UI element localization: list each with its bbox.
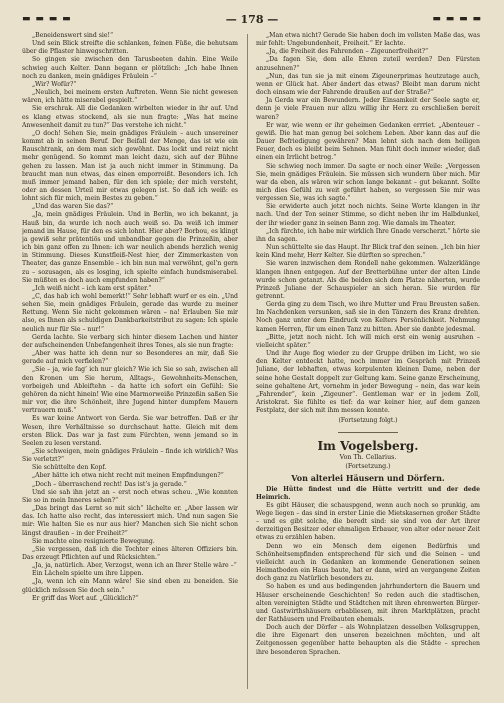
paragraph: Sie erwiderte auch jetzt noch nichts. Seine Worte klangen in ihr nach. Und der Ton seiner Stimme, so dicht neben ihr im Halbdunkel, der ihr wieder ganz in seinen Bann zog. Wie damals im Theater.	[256, 203, 480, 227]
paragraph: „Sie vergessen, daß ich die Tochter eines älteren Offiziers bin. Das erzeugt Pflichten auf und Rücksichten.“	[22, 545, 238, 561]
paragraph: Ja Gerda war ein Bewundern. Jeder Einsamkeit der Seele sagte er, denn je viele Frauen nur allzu willig ihr Herz zu erschließen bereit waren?	[256, 97, 480, 121]
section-heading: Von alterlei Häusern und Dörfern.	[291, 472, 445, 483]
paragraph: „C, das hab ich wohl bemerkt!“ Sehr lebhaft wurf er es ein. „Und sehen Sie, mein gnädiges Fräulein, gerade das wurde zu meiner Rettung. Wenn Sie nicht gekommen wären – na! Erlauben Sie mir also, es Ihnen als schuldigen Dankbarkeitstribut zu sagen: Ich spiele neulich nur für Sie – nur!“	[22, 293, 238, 333]
paragraph: Doch auch der Dörfer – als Wohnplatzen desselben Volksgruppen, die ihre Eigenart den unseren bezeichnen möchten, und alt Zeitgenossen gegenüber hatte behaupten als die Städte – sprechen ihre besonderen Sprachen.	[256, 624, 480, 656]
paragraph: „Man etwa nicht? Gerade Sie haben doch im vollsten Maße das, was mir fehlt: Ungebundenheit, Freiheit.“ Er lachte.	[256, 32, 480, 48]
section-divider	[338, 432, 398, 433]
paragraph: So haben es und aus bedingenden jahrhundertern die Bauern und Häuser erscheinende Geschichten! So reden auch die stadtischen, alten vereinigten Städte und Städtchen mit ihren ehrenwerten Bürger- und Gastwirthshäusern erbabliesen, mit ihren Marktplätzen, pracht der Rathäusern und Freibauten ehemals.	[256, 583, 480, 623]
paragraph: „Sie – ja, wie fag’ ich nur gleich? Wie ich Sie so sah, zwischen all den Kronen um Sie herum, Alltags-, Gewohnheits-Menschen, vorbeigeh und Ableiftehn – da hatte ich sofort ein Gefühl: Sie gehören da nicht hinein! Wie eine Marmorweiße Prinzeßin saßen Sie mir vor, die ihre Schönheit, ihre Jugend hinter dumpfem Mauern vertrauern muß.“	[22, 366, 238, 415]
paragraph: „Da fagen Sie, dem alle Ehren zuteil werden? Den Fürsten anzusehnen?“	[256, 56, 480, 72]
paragraph: „Wir? Wofür?“	[32, 80, 77, 88]
paragraph: Und sie sah ihn jetzt an – erst noch etwas scheu. „Wie konnten Sie so in mein Inneres sehen?“	[22, 488, 238, 504]
paragraph: Er griff das Wort auf. „Glücklich?“	[32, 594, 139, 602]
paragraph: „Bitte, jetzt noch nicht. Ich will mich erst ein wenig ausruhen – vielleicht später.“	[256, 333, 480, 349]
paragraph: Gerda lachte. Sie verbarg sich hinter diesem Lachen und hinter der aufscheinenden Unbefangenheit ihres Tones, als sie nun fragte:	[22, 333, 238, 349]
column-divider	[247, 34, 248, 689]
paragraph: „Ja, ja, natürlich. Aber, Verzogst, wenn ich an Ihrer Stelle wäre –“	[32, 562, 237, 570]
paragraph: „Ich fürchte, ich habe mir wirklich Ihre Gnade verscherzt.“ hörte sie ihn da sagen.	[256, 227, 480, 243]
page-number: — 178 —	[225, 13, 279, 26]
page-header	[22, 13, 482, 27]
header-rule-left: ▬ ▬ ▬ ▬	[22, 14, 72, 24]
paragraph: „Ja, die Freiheit des Fahrenden – Zigeunerfreiheit?“	[266, 48, 429, 56]
paragraph: Sie erschrak. All die Gedanken wirbelten wieder in ihr auf. Und es klang etwas stockend, als sie nun fragte: „Was hat meine Anwesenheit damit zu tun?“ Das verstehe ich nicht.“	[22, 105, 238, 129]
left-column	[22, 32, 238, 694]
paragraph: So gingen sie zwischen den Tarusbeeten dahin. Eine Weile schwieg auch Kelter. Dann begann er plötzlich: „Ich habe Ihnen noch zu danken, mein gnädiges Fräulein –“	[22, 56, 238, 80]
paragraph: Es gibt Häuser, die schauspgend, wenn auch noch so prunkig, am Wege liegen – das sind in erster Linie die Mietskasernen großer Städte – und es gibt solche, die beredt sind: sie sind von der Art ihrer derzeitigen Besitzer oder ehmaligen Erbauer, von alter oder neuer Zeit etwas zu erzählen haben.	[256, 501, 480, 542]
paragraph: Und ihr Auge flog wieder zu der Gruppe drüben im Licht, wo sie den Kelter entdeckt hatte, noch immer im Gespräch mit Prinzeß Juliane, der lebhaften, etwas korpulenten kleinen Dame, neben der seine hohe Gestalt doppelt zur Geltung kam. Seine ganze Erscheinung, seine gehaltene Art, vornehm in jeder Bewegung – nein, das war kein „Fahrender“, kein „Zigeuner“. Gentleman war er in jedem Zoll, Aristokrat. Sie fühlte es tief: da war keiner hier, auf dem ganzen Festplatz, der sich mit ihm messen konnte.	[256, 350, 480, 415]
continuation-note: (Fortsetzung folgt.)	[338, 417, 398, 425]
paragraph: „Nun, das tun sie ja mit einem Zigeunerprimas heutzutage auch, wenn er Glück hat. Aber ändert das etwas? Bleibt man darum nicht doch einsam wie der Fahrende draußen auf der Straße?“	[256, 72, 480, 97]
paragraph: „Doch – überraschend recht! Das ist’s ja gerade.“	[32, 480, 187, 488]
paragraph: Die Hütte findest und die Hütte vertritt und der dede Heimrich.	[256, 485, 480, 501]
header-rule-right: ▬ ▬ ▬ ▬	[432, 14, 482, 24]
paragraph: „Das bringt das Lernt so mit sich“ lächelte er. „Aber lassen wir das. Ich hatte also recht, das interessiert mich. Und nun sagen Sie mir: Wie halten Sie es nur aus hier? Manchen sich Sie nicht schon längst draußen – in der Freiheit?“	[22, 505, 238, 537]
paragraph: Sie waren inzwischen dem Rondell nahe gekommen. Walzerklänge klangen ihnen entgegen. Auf der Bretterbühne unter der alten Linde wurde schon getanzt. Als die beiden sich dem Platze näherten, wurde Prinzeß Juliane der Schauspieler an sich heran. Sie wurden für getrennt.	[256, 260, 480, 300]
article-installment: (Fortsetzung.)	[345, 462, 391, 470]
paragraph: Und sein Blick streifte die schlanken, feinen Füße, die behutsam über die Pflaster hinwegschritten.	[22, 40, 238, 56]
paragraph: „O doch! Sehen Sie, mein gnädiges Fräulein – auch unsereiner kommt ab in seinen Beruf. Der Beifall der Menge, das ist wie ein Rauschtrank, an dem man sich gewöhnt. Das lockt und reizt nicht mehr genügend. So kommt man leicht dazu, sich auf der Bühne gehen zu lassen. Man ist ja auch nicht immer in Stimmung. Da braucht man nun etwas, das einen emporreißt. Besonders ich. Ich muß immer jemand haben, für den ich spiele; der mich versteht, oder an dessen Urteil mir etwas gelegen ist. So daß ich weiß: es lohnt sich für mich, mein Bestes zu geben.“	[22, 129, 238, 203]
paragraph: „Und das waren Sie das?“	[32, 203, 114, 211]
paragraph: Nun schüttelte sie das Haupt. Ihr Blick traf den seinen. „Ich bin hier kein Kind mehr, Herr Kelter. Sie dürften so sprechen.“	[256, 244, 480, 260]
article-author: Von Th. Cellarius.	[339, 453, 397, 461]
paragraph: Sie machte eine resignierte Bewegung.	[32, 537, 155, 545]
paragraph: Denn wo ein Mensch dem eigenen Bedürfnis und Schönheitsempfinden entsprechend für sich und die Seinen – und vielleicht auch in Gedanken an kommende Generationen seinen Heimatboden ein Haus baute, hat er dann, wird an vergangene Zeiten doch ganz zu Natürlich besonders zu.	[256, 542, 480, 583]
paragraph: „Beneidenswert sind sie!“	[32, 32, 114, 39]
paragraph: Er war, wie wenn er ihr geheimen Gedanken errriet. „Abenteuer – gewiß. Die hat man genug bei solchem Leben. Aber kann das auf die Dauer Befriedigung gewähren? Man lebnt sich nach dem heiligen Feuer, doch es bleibt beim Sehnen. Man fühlt doch immer wieder, daß einen ein Irrlicht betrog.“	[256, 121, 480, 162]
paragraph: Sie schüttelte den Kopf.	[32, 464, 107, 472]
paragraph: „Neulich, bei meinem ersten Auftreten. Wenn Sie nicht gewesen wären, ich hätte miserabel gespielt.“	[22, 89, 238, 105]
article-title: Im Vogelsberg.	[317, 438, 419, 453]
paragraph: Ein Lächeln spielte um ihre Lippen.	[32, 570, 144, 578]
paragraph: Es war keine Antwort von Gerda. Sie war betroffen. Daß er ihr Wesen, ihre Verhältnisse so durchschaut hatte. Gleich mit dem ersten Blick. Das war ja fast zum Fürchten, wenn jemand so in Seelen zu lesen verstand.	[22, 415, 238, 447]
paragraph: Sie schwieg noch immer. Da sagte er noch einer Weile: „Vergessen Sie, mein gnädiges Fräulein. Sie müssen sich wundern über mich. Mir war da eben, als wären wir schon lange bekannt – gut bekannt. Sollte mich dies Gefühl zu weit geführt haben, so vergessen Sie mir was vergessen Sie, was ich sagte.“	[256, 162, 480, 203]
right-column	[256, 32, 480, 694]
paragraph: „Ja, mein gnädiges Fräulein. Und in Berlin, wo ich bekannt, ja Hauß bin, da wurde ich noch auch weiß so. Da weiß ich immer jemand im Hause, für den es sich lohnt. Hier aber? Borbou, es klingt ja gewiß sehr prätentiös und unbandbar gegen die Prinzeßin, aber ich bin ganz offen zu Ihnen: ich war neulich abends herzlich wenig in Stimmung. Dieses Kunstfleiß-Nest hier, der Zimmerkasten von Theater, das ganze Ensemble – ich bin nun mal verwöhnt, gel’n gern zu – sozusagen, als es losging, ich spielte einfach hundsmiserabel. Sie müßten es doch auch empfunden haben?“	[22, 211, 238, 284]
paragraph: „Ja, wenn ich ein Mann wäre! Sie sind eben zu beneiden. Sie glücklich müssen Sie doch sein.“	[22, 578, 238, 594]
paragraph: Gerda ging zu dem Tisch, wo ihre Mutter und Frau Breusten saßen. Im Nachdenken versunken, saß sie in den Tänzern des Kranz drehten. Noch ganz unter dem Eindruck von Kelters Persönlichkeit. Nehmung kamen Herren, für um einen Tanz zu bitten. Aber sie danbte jedesmal.	[256, 301, 480, 333]
paragraph: „Sie schweigen, mein gnädiges Fräulein – finde ich wirklich? Was Sie verletzt?“	[22, 447, 238, 464]
paragraph: „Aber was hatte ich denn nur so Besonderes an mir, daß Sie gerade auf mich verfielen?“	[22, 350, 238, 366]
paragraph: „Aber hätte ich etwa nicht recht mit meinen Empfindungen?“	[32, 472, 224, 480]
paragraph: „Ich weiß nicht – ich kam erst später.“	[32, 284, 152, 292]
